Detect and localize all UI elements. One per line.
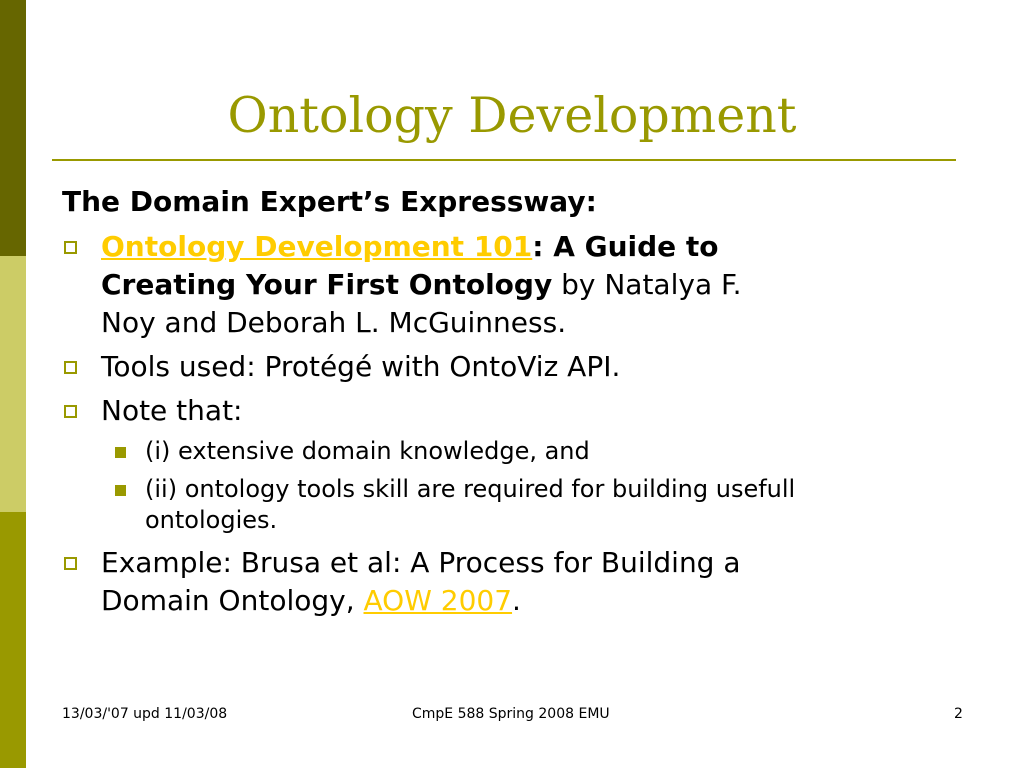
sub-bullet-tools-skill-line-2: ontologies.	[145, 506, 278, 534]
guide-authors-part-1: by Natalya F.	[552, 268, 742, 301]
section-heading: The Domain Expert’s Expressway:	[62, 185, 597, 218]
filled-square-bullet-icon	[115, 485, 126, 496]
footer-date: 13/03/'07 upd 11/03/08	[62, 706, 228, 722]
example-prefix: Domain Ontology,	[101, 584, 364, 617]
bullet-guide-text	[101, 228, 931, 342]
footer-page-number: 2	[954, 706, 963, 722]
guide-authors-part-2: Noy and Deborah L. McGuinness.	[101, 306, 567, 339]
bullet-tools-text: Tools used: Protégé with OntoViz API.	[101, 350, 621, 383]
side-bar-bottom	[0, 512, 26, 768]
bullet-example-line-1: Example: Brusa et al: A Process for Building a	[101, 546, 741, 579]
guide-title-part-1: : A Guide to	[532, 230, 719, 263]
example-suffix: .	[512, 584, 521, 617]
title-divider	[52, 159, 956, 161]
footer-course: CmpE 588 Spring 2008 EMU	[412, 706, 610, 722]
bullet-example-line-2	[101, 582, 931, 620]
side-bar-top	[0, 0, 26, 256]
slide-title: Ontology Development	[227, 87, 797, 144]
aow-2007-link[interactable]: AOW 2007	[363, 584, 513, 617]
bullet-guide-line-1	[101, 228, 931, 266]
guide-title-part-2: Creating Your First Ontology	[101, 268, 553, 301]
hollow-square-bullet-icon	[64, 405, 77, 418]
sub-bullet-tools-skill-line-1: (ii) ontology tools skill are required for building usefull	[145, 475, 796, 503]
hollow-square-bullet-icon	[64, 241, 77, 254]
side-bar-middle	[0, 256, 26, 512]
filled-square-bullet-icon	[115, 447, 126, 458]
bullet-guide-line-2	[101, 266, 931, 304]
hollow-square-bullet-icon	[64, 361, 77, 374]
sub-bullet-knowledge-text: (i) extensive domain knowledge, and	[145, 437, 590, 465]
hollow-square-bullet-icon	[64, 557, 77, 570]
bullet-note-text: Note that:	[101, 394, 243, 427]
ontology-development-101-link[interactable]: Ontology Development 101	[101, 230, 533, 263]
